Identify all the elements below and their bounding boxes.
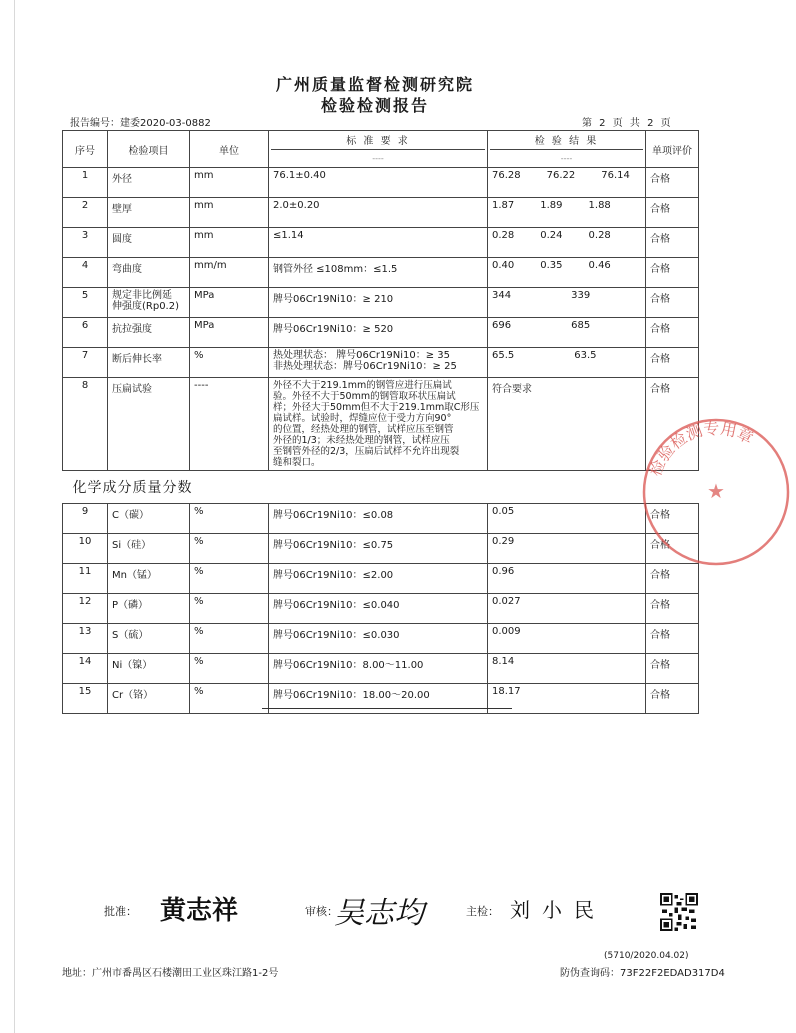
- row-unit: %: [190, 348, 269, 378]
- table-row: [63, 198, 699, 228]
- header-eval: 单项评价: [646, 131, 699, 168]
- row-eval: 合格: [646, 378, 699, 471]
- header-no: 序号: [63, 131, 108, 168]
- results-table: [62, 130, 699, 714]
- row-result: 符合要求: [488, 378, 646, 471]
- header-unit: 单位: [190, 131, 269, 168]
- row-result: 65.5 63.5: [488, 348, 646, 378]
- row-no: 7: [63, 348, 108, 378]
- table-row: [63, 288, 699, 318]
- row-no: 5: [63, 288, 108, 318]
- row-item: 圆度: [108, 228, 190, 258]
- header-requirement: 标 准 要 求 ----: [269, 131, 488, 168]
- header-item: 检验项目: [108, 131, 190, 168]
- row-eval: 合格: [646, 348, 699, 378]
- row-result: 696 685: [488, 318, 646, 348]
- row-no: 3: [63, 228, 108, 258]
- approve-label: 批准：: [104, 905, 137, 918]
- row-unit: ----: [190, 378, 269, 471]
- end-line: [262, 708, 512, 709]
- address: 地址：广州市番禺区石楼潮田工业区珠江路1-2号: [62, 968, 279, 979]
- row-requirement: 外径不大于219.1mm的钢管应进行压扁试 验。外径不大于50mm的钢管取环状压扁试 样；外径大于50mm但不大于219.1mm取C形压 扁试样。试验时，焊缝应位于受力方向90° 的位置，经热处理的钢管，试样应压至钢管 外径的1/3；未经热处理的钢管，试样应压 至钢管外径的2/3，压扁后试样不允许出现裂 缝和裂口。: [269, 378, 488, 471]
- row-eval: 合格: [646, 258, 699, 288]
- row-eval: 合格: [646, 168, 699, 198]
- row-requirement: 76.1±0.40: [269, 168, 488, 198]
- table-row: [63, 378, 699, 471]
- table-row: [63, 228, 699, 258]
- table-row: 12 P（磷） % 牌号06Cr19Ni10：≤0.040 0.027 合格: [63, 594, 699, 624]
- row-unit: mm: [190, 228, 269, 258]
- row-item: 壁厚: [108, 198, 190, 228]
- row-requirement: 钢管外径 ≤108mm：≤1.5: [269, 258, 488, 288]
- table-row: 11 Mn（锰） % 牌号06Cr19Ni10：≤2.00 0.96 合格: [63, 564, 699, 594]
- table-row: [63, 318, 699, 348]
- row-item: 弯曲度: [108, 258, 190, 288]
- report-title: 检验检测报告: [320, 96, 429, 115]
- row-item: 抗拉强度: [108, 318, 190, 348]
- row-requirement: 牌号06Cr19Ni10：≥ 210: [269, 288, 488, 318]
- row-requirement: 2.0±0.20: [269, 198, 488, 228]
- row-no: 6: [63, 318, 108, 348]
- table-row: 10 Si（硅） % 牌号06Cr19Ni10：≤0.75 0.29 合格: [63, 534, 699, 564]
- org-title: 广州质量监督检测研究院: [275, 75, 474, 94]
- anti-counterfeit-code: 防伪查询码：73F22F2EDAD317D4: [560, 968, 725, 979]
- header-result: 检 验 结 果 ----: [488, 131, 646, 168]
- table-row: 9 C（碳） % 牌号06Cr19Ni10：≤0.08 0.05 合格: [63, 504, 699, 534]
- section-title: 化学成分质量分数: [63, 471, 699, 504]
- row-unit: mm: [190, 198, 269, 228]
- row-item: 规定非比例延 伸强度(Rp0.2): [108, 288, 190, 318]
- table-row: [63, 258, 699, 288]
- row-no: 8: [63, 378, 108, 471]
- row-eval: 合格: [646, 288, 699, 318]
- row-no: 4: [63, 258, 108, 288]
- row-eval: 合格: [646, 198, 699, 228]
- official-seal: [636, 412, 796, 572]
- review-signature: 吴志均: [334, 896, 424, 931]
- row-eval: 合格: [646, 318, 699, 348]
- svg-text:检验检测专用章: 检验检测专用章: [645, 418, 757, 479]
- row-result: 344 339: [488, 288, 646, 318]
- inspect-label: 主检：: [466, 905, 499, 918]
- row-result: 76.28 76.22 76.14: [488, 168, 646, 198]
- table-row: [63, 348, 699, 378]
- row-result: 0.40 0.35 0.46: [488, 258, 646, 288]
- table-row: [63, 168, 699, 198]
- svg-text:★: ★: [707, 479, 725, 503]
- section-header: [63, 471, 699, 504]
- row-unit: MPa: [190, 288, 269, 318]
- table-row: 13 S（硫） % 牌号06Cr19Ni10：≤0.030 0.009 合格: [63, 624, 699, 654]
- row-requirement: 牌号06Cr19Ni10：≥ 520: [269, 318, 488, 348]
- inspect-signature: 刘小民: [510, 898, 606, 922]
- page-edge: [14, 0, 15, 1033]
- qr-code-icon: [660, 893, 698, 931]
- row-no: 1: [63, 168, 108, 198]
- row-unit: mm: [190, 168, 269, 198]
- row-result: 0.28 0.24 0.28: [488, 228, 646, 258]
- row-requirement: 热处理状态： 牌号06Cr19Ni10：≥ 35 非热处理状态：牌号06Cr19Ni10：≥ 25: [269, 348, 488, 378]
- row-unit: mm/m: [190, 258, 269, 288]
- report-code: (5710/2020.04.02): [604, 951, 689, 961]
- table-row: 14 Ni（镍） % 牌号06Cr19Ni10：8.00～11.00 8.14 合格: [63, 654, 699, 684]
- table-row: 15 Cr（铬） % 牌号06Cr19Ni10：18.00～20.00 18.17 合格: [63, 684, 699, 714]
- row-item: 外径: [108, 168, 190, 198]
- review-label: 审核：: [305, 905, 338, 918]
- report-number: 报告编号：建委2020-03-0882: [70, 118, 211, 129]
- row-no: 2: [63, 198, 108, 228]
- approve-signature: 黄志祥: [160, 896, 239, 926]
- page-indicator: 第 2 页 共 2 页: [582, 118, 673, 129]
- row-requirement: ≤1.14: [269, 228, 488, 258]
- row-eval: 合格: [646, 228, 699, 258]
- row-unit: MPa: [190, 318, 269, 348]
- row-result: 1.87 1.89 1.88: [488, 198, 646, 228]
- row-item: 压扁试验: [108, 378, 190, 471]
- row-item: 断后伸长率: [108, 348, 190, 378]
